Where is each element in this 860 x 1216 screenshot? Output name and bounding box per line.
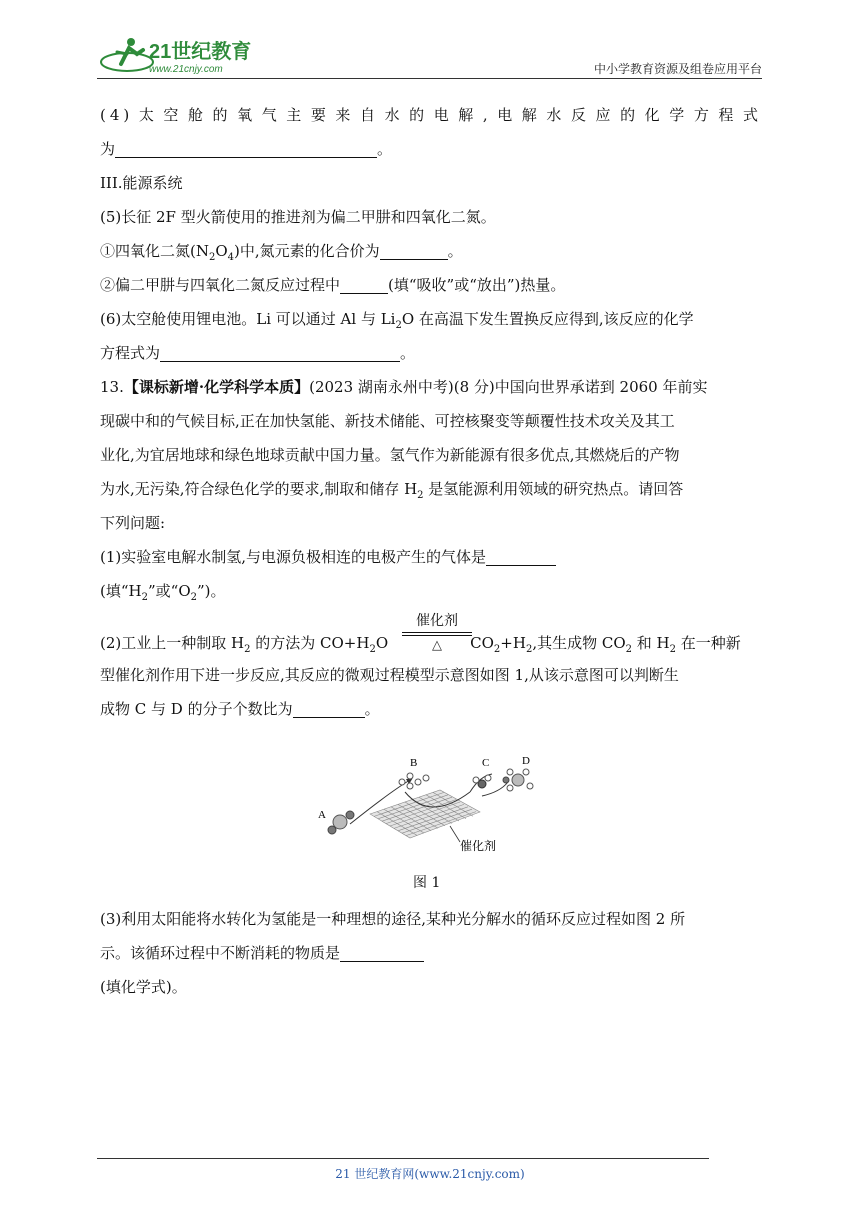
document-body (100, 102, 762, 730)
svg-text:www.21cnjy.com: www.21cnjy.com (149, 64, 223, 75)
site-logo (97, 34, 257, 76)
q5-sub1: ①四氧化二氮$(N_2O_4)$中,氮元素的化合价为 。 (100, 242, 463, 263)
q13-p2-line2: 型催化剂作用下进一步反应,其反应的微观过程模型示意图如图 1,从该示意图可以判断生 (100, 666, 679, 684)
q13-p2-line1: 催化剂 △ (2)工业上一种制取 $H_2$ 的方法为 $CO+H_2O$ $CO_2+H_2$,其生成物 $CO_2$ 和 $H_2$ 在一种新 (100, 613, 741, 655)
q13-line3: 业化,为宜居地球和绿色地球贡献中国力量。氢气作为新能源有很多优点,其燃烧后的产物 (100, 446, 680, 464)
q13-line5: 下列问题: (100, 514, 166, 532)
answer-blank[interactable] (160, 343, 400, 362)
figure-1-caption: 图 1 (413, 875, 441, 891)
header-divider (97, 78, 762, 79)
answer-blank[interactable] (486, 547, 556, 566)
q13-p3-line1: (3)利用太阳能将水转化为氢能是一种理想的途径,某种光分解水的循环反应过程如图 2 所 (100, 910, 686, 928)
catalyst-label: 催化剂 (416, 613, 458, 629)
q6-line2: 方程式为 。 (100, 344, 416, 362)
q13-p2-line3: 成物 C 与 D 的分子个数比为 。 (100, 700, 380, 718)
footer-divider (97, 1158, 709, 1159)
q5-intro: (5)长征 2F 型火箭使用的推进剂为偏二甲肼和四氧化二氮。 (100, 208, 496, 226)
label-b: B (410, 757, 418, 769)
label-d: D (522, 755, 530, 767)
answer-blank[interactable] (340, 943, 424, 962)
q13-p3-line2: 示。该循环过程中不断消耗的物质是 (100, 940, 762, 974)
answer-blank[interactable] (115, 139, 377, 158)
molecule-c (473, 775, 491, 788)
label-c: C (482, 757, 490, 769)
molecule-b (399, 773, 429, 789)
q13-p3-line3: (填化学式)。 (100, 978, 187, 996)
answer-blank[interactable] (380, 241, 448, 260)
label-a: A (318, 809, 326, 821)
q13-line4: 为水,无污染,符合绿色化学的要求,制取和储存 $H_2$ 是氢能源利用领域的研究热点。请回答 (100, 480, 684, 501)
q13-p1-line2: (填“$H_2$”或“$O_2$”)。 (100, 582, 226, 603)
page-header (97, 30, 762, 80)
q13-line1: 13.【课标新增·化学科学本质】(2023 湖南永州中考)(8 分)中国向世界承诺到 2060 年前实 (100, 378, 708, 396)
figure-1-molecular-model (310, 752, 550, 862)
q13-line2: 现碳中和的气候目标,正在加快氢能、新技术储能、可控核聚变等颠覆性技术攻关及其工 (100, 412, 675, 430)
page-footer: 21 世纪教育网(www.21cnjy.com) (335, 1167, 525, 1181)
molecule-a (328, 811, 354, 834)
q5-sub2: ②偏二甲肼与四氧化二氮反应过程中 (填“吸收”或“放出”)热量。 (100, 276, 566, 294)
q13-p1-line1: (1)实验室电解水制氢,与电源负极相连的电极产生的气体是 (100, 544, 762, 578)
answer-blank[interactable] (293, 699, 365, 718)
heat-symbol: △ (432, 638, 442, 653)
answer-blank[interactable] (340, 275, 388, 294)
molecule-d (503, 769, 533, 791)
q4-line2: 为 。 (100, 140, 393, 158)
label-catalyst: 催化剂 (460, 839, 497, 853)
section-title: III.能源系统 (100, 174, 183, 192)
catalyst-grid (370, 790, 480, 838)
q13-part3 (100, 906, 762, 1008)
platform-name: 中小学教育资源及组卷应用平台 (593, 62, 762, 76)
q6-line1: (6)太空舱使用锂电池。Li 可以通过 Al 与 $Li_2O$ 在高温下发生置换反应得到,该反应的化学 (100, 310, 694, 331)
svg-text:21世纪教育: 21世纪教育 (149, 41, 252, 63)
q4-line1: (4)太空舱的氧气主要来自水的电解,电解水反应的化学方程式 (100, 106, 762, 124)
